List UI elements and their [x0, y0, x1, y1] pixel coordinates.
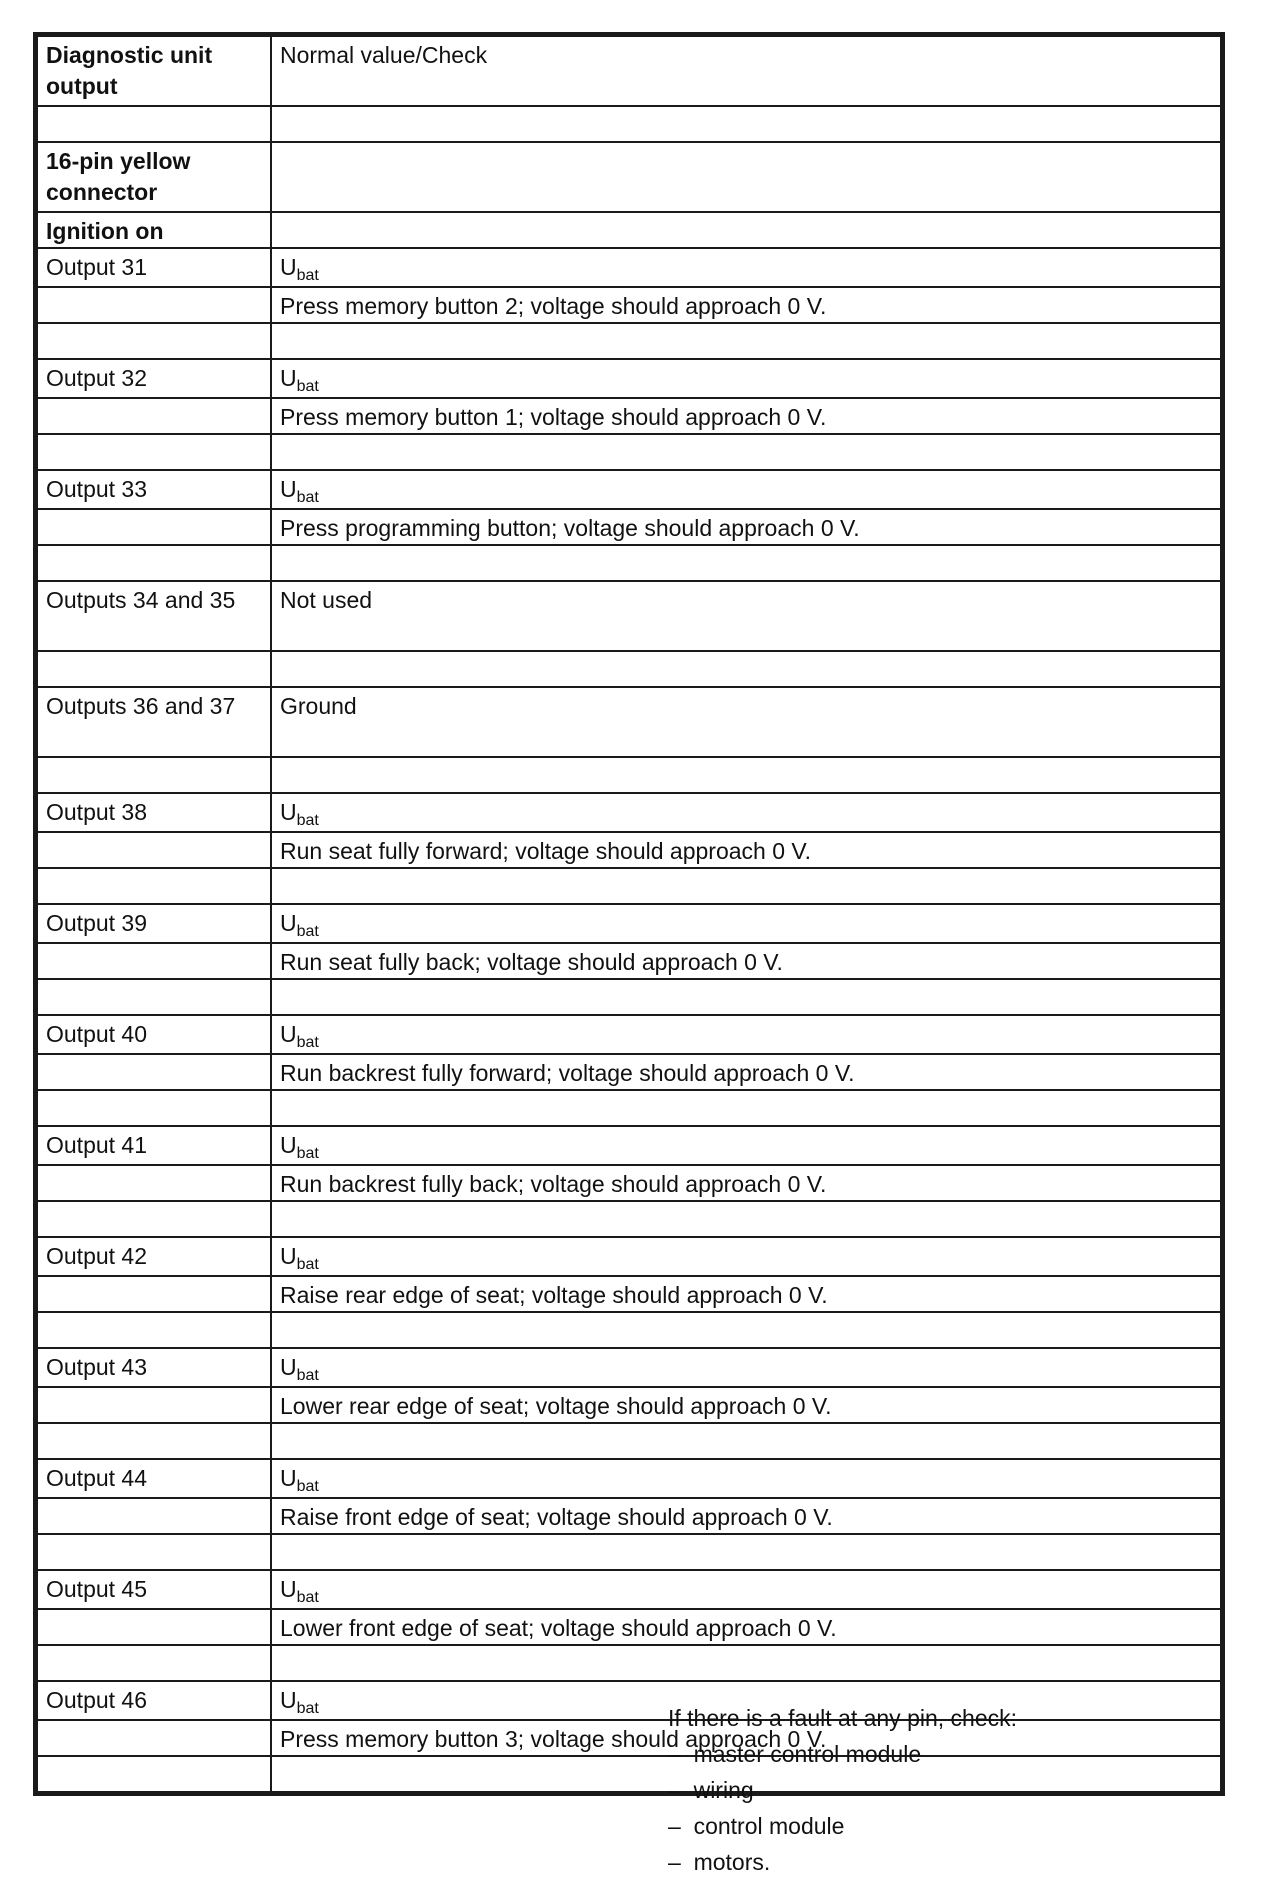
ubat-symbol: U	[280, 1576, 297, 1602]
condition-row	[37, 212, 1221, 248]
ubat-symbol: U	[280, 365, 297, 391]
output-cell: Output 42	[37, 1237, 271, 1276]
check-cell: Run seat fully back; voltage should approach 0 V.	[271, 943, 1221, 979]
table-row	[37, 1387, 1221, 1423]
table-row	[37, 1237, 1221, 1276]
table-row	[37, 1570, 1221, 1609]
ubat-symbol: U	[280, 910, 297, 936]
spacer-row	[37, 1312, 1221, 1348]
output-cell: Output 40	[37, 1015, 271, 1054]
ubat-cell	[271, 1237, 1221, 1276]
spacer-row	[37, 323, 1221, 359]
ubat-subscript: bat	[296, 923, 319, 940]
output-cell: Output 41	[37, 1126, 271, 1165]
diagnostic-table	[36, 35, 1222, 1793]
ubat-subscript: bat	[296, 812, 319, 829]
output-cell: Output 38	[37, 793, 271, 832]
table-row	[37, 904, 1221, 943]
table-row	[37, 1165, 1221, 1201]
fault-check-note	[668, 1700, 1017, 1880]
ubat-symbol: U	[280, 1687, 297, 1713]
table-row	[37, 1681, 1221, 1720]
note-item: – motors.	[668, 1844, 1017, 1880]
ubat-cell	[271, 359, 1221, 398]
ubat-cell	[271, 1015, 1221, 1054]
check-cell: Press memory button 1; voltage should approach 0 V.	[271, 398, 1221, 434]
ubat-cell	[271, 1570, 1221, 1609]
ubat-subscript: bat	[296, 267, 319, 284]
table-row	[37, 1054, 1221, 1090]
note-list	[668, 1736, 1017, 1880]
note-item: – control module	[668, 1808, 1017, 1844]
table-header-row	[37, 36, 1221, 106]
connector-row	[37, 142, 1221, 212]
value-cell: Not used	[271, 581, 1221, 651]
check-cell: Press programming button; voltage should approach 0 V.	[271, 509, 1221, 545]
ubat-symbol: U	[280, 254, 297, 280]
ubat-cell	[271, 904, 1221, 943]
spacer-row	[37, 1423, 1221, 1459]
output-cell: Output 44	[37, 1459, 271, 1498]
check-cell: Lower front edge of seat; voltage should approach 0 V.	[271, 1609, 1221, 1645]
ubat-cell	[271, 1348, 1221, 1387]
output-cell: Output 33	[37, 470, 271, 509]
table-row	[37, 832, 1221, 868]
ubat-symbol: U	[280, 799, 297, 825]
ubat-subscript: bat	[296, 489, 319, 506]
spacer-row	[37, 1756, 1221, 1792]
ubat-symbol: U	[280, 1243, 297, 1269]
table-row	[37, 943, 1221, 979]
table-row	[37, 470, 1221, 509]
ubat-subscript: bat	[296, 1367, 319, 1384]
connector-name-cell: 16-pin yellow connector	[37, 142, 271, 212]
table-row	[37, 1126, 1221, 1165]
check-cell: Run backrest fully back; voltage should approach 0 V.	[271, 1165, 1221, 1201]
output-cell: Output 32	[37, 359, 271, 398]
ubat-subscript: bat	[296, 1589, 319, 1606]
table-row	[37, 509, 1221, 545]
ubat-symbol: U	[280, 1354, 297, 1380]
check-cell: Lower rear edge of seat; voltage should approach 0 V.	[271, 1387, 1221, 1423]
ubat-subscript: bat	[296, 1478, 319, 1495]
spacer-row	[37, 868, 1221, 904]
note-item: – wiring	[668, 1772, 1017, 1808]
check-cell: Raise front edge of seat; voltage should approach 0 V.	[271, 1498, 1221, 1534]
diagnostic-table-frame	[33, 32, 1225, 1796]
ubat-cell	[271, 793, 1221, 832]
spacer-row	[37, 757, 1221, 793]
table-row	[37, 398, 1221, 434]
ubat-symbol: U	[280, 476, 297, 502]
output-cell: Output 45	[37, 1570, 271, 1609]
table-row	[37, 1720, 1221, 1756]
output-cell: Outputs 36 and 37	[37, 687, 271, 757]
ubat-cell	[271, 470, 1221, 509]
spacer-row	[37, 434, 1221, 470]
output-cell: Output 39	[37, 904, 271, 943]
table-row	[37, 1498, 1221, 1534]
spacer-row	[37, 545, 1221, 581]
header-output-cell: Diagnostic unit output	[37, 36, 271, 106]
spacer-row	[37, 979, 1221, 1015]
check-cell: Run backrest fully forward; voltage should approach 0 V.	[271, 1054, 1221, 1090]
ubat-subscript: bat	[296, 1145, 319, 1162]
table-row	[37, 687, 1221, 757]
table-row	[37, 581, 1221, 651]
spacer-row	[37, 106, 1221, 142]
check-cell: Raise rear edge of seat; voltage should approach 0 V.	[271, 1276, 1221, 1312]
table-row	[37, 793, 1221, 832]
ubat-symbol: U	[280, 1465, 297, 1491]
ubat-symbol: U	[280, 1021, 297, 1047]
check-cell: Press memory button 2; voltage should approach 0 V.	[271, 287, 1221, 323]
ubat-cell	[271, 248, 1221, 287]
ubat-subscript: bat	[296, 1034, 319, 1051]
spacer-row	[37, 1090, 1221, 1126]
check-cell: Run seat fully forward; voltage should approach 0 V.	[271, 832, 1221, 868]
output-cell: Outputs 34 and 35	[37, 581, 271, 651]
value-cell: Ground	[271, 687, 1221, 757]
spacer-row	[37, 1534, 1221, 1570]
output-cell: Output 46	[37, 1681, 271, 1720]
table-row	[37, 248, 1221, 287]
ubat-subscript: bat	[296, 1700, 319, 1717]
ubat-cell	[271, 1126, 1221, 1165]
table-row	[37, 1348, 1221, 1387]
table-row	[37, 359, 1221, 398]
header-value-cell: Normal value/Check	[271, 36, 1221, 106]
note-item: – master control module	[668, 1736, 1017, 1772]
ubat-subscript: bat	[296, 1256, 319, 1273]
condition-cell: Ignition on	[37, 212, 271, 248]
ubat-subscript: bat	[296, 378, 319, 395]
check-cell: Press memory button 3; voltage should approach 0 V.	[271, 1720, 1221, 1756]
spacer-row	[37, 1645, 1221, 1681]
ubat-cell	[271, 1459, 1221, 1498]
output-cell: Output 31	[37, 248, 271, 287]
table-row	[37, 287, 1221, 323]
table-row	[37, 1459, 1221, 1498]
table-row	[37, 1276, 1221, 1312]
table-row	[37, 1015, 1221, 1054]
output-cell: Output 43	[37, 1348, 271, 1387]
spacer-row	[37, 651, 1221, 687]
ubat-symbol: U	[280, 1132, 297, 1158]
note-intro: If there is a fault at any pin, check:	[668, 1705, 1018, 1731]
table-row	[37, 1609, 1221, 1645]
spacer-row	[37, 1201, 1221, 1237]
